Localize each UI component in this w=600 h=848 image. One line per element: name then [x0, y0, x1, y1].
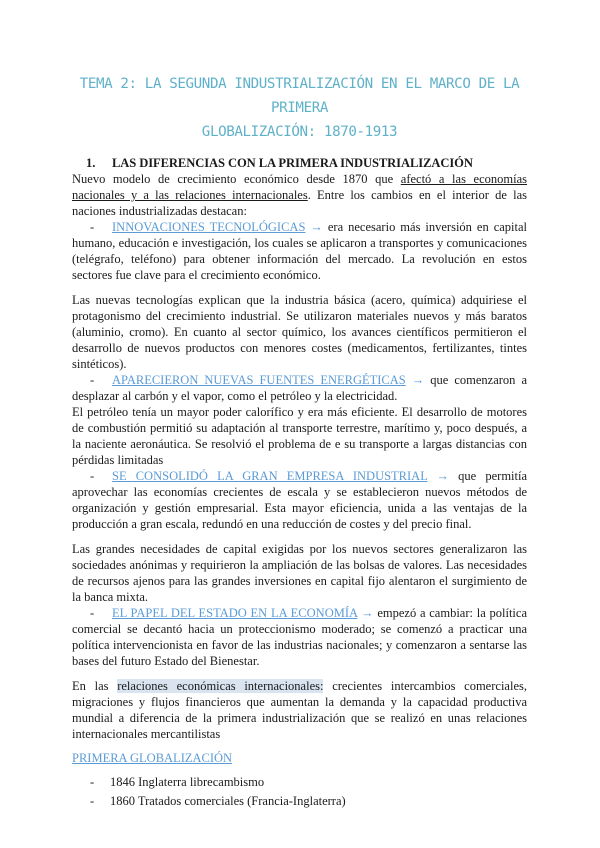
- petroleo-paragraph: El petróleo tenía un mayor poder calorífico y era más eficiente. El desarrollo de motores de combustión permitió su adaptación al transporte terrestre, marítimo y, poco después, a la naciente aeronáutica. Se resolvió el problema de e su transporte a largas distancias con pérdidas limitadas: [72, 405, 527, 467]
- arrow-icon: →: [361, 606, 374, 620]
- bullet-energias: [72, 372, 527, 404]
- list-item-text: 1860 Tratados comerciales (Francia-Inglaterra): [110, 794, 346, 808]
- title-line-1: TEMA 2: LA SEGUNDA INDUSTRIALIZACIÓN EN EL MARCO DE LA PRIMERA: [79, 76, 520, 116]
- innovaciones-label: INNOVACIONES TECNOLÓGICAS: [112, 220, 306, 234]
- bullet-innovaciones: [72, 219, 527, 283]
- bullet-dash: -: [90, 373, 95, 387]
- intro-paragraph: [72, 171, 527, 219]
- empresa-label: SE CONSOLIDÓ LA GRAN EMPRESA INDUSTRIAL: [112, 469, 428, 483]
- section-heading-text: LAS DIFERENCIAS CON LA PRIMERA INDUSTRIALIZACIÓN: [112, 156, 473, 170]
- capital-paragraph: Las grandes necesidades de capital exigidas por los nuevos sectores generalizaron las sociedades anónimas y requirieron la ampliación de las bolsas de valores. Las necesidades de recursos ajenos para las grandes inversiones en capital fijo alentaron el surgimiento de la banca mixta.: [72, 542, 527, 604]
- list-item: [90, 793, 527, 809]
- list-item-text: 1846 Inglaterra librecambismo: [110, 775, 265, 789]
- innovaciones-text: era necesario más inversión en capital humano, educación e investigación, los cuales se aplicaron a transportes y comunicaciones (telégrafo, teléfono) para obtener información del mercado. La revolución en estos sectores fue clave para el crecimiento económico.: [72, 220, 528, 282]
- relaciones-text: En las: [72, 679, 118, 693]
- energias-label: APARECIERON NUEVAS FUENTES ENERGÉTICAS: [112, 373, 406, 387]
- tecnologias-paragraph: Las nuevas tecnologías explican que la industria básica (acero, química) adquiriese el protagonismo del crecimiento industrial. Se utilizaron materiales nuevos y más baratos (aluminio, cromo). En cuanto al sector químico, los avances científicos permitieron el desarrollo de nuevos productos con menores costes (medicamentos, fertilizantes, tintes sintéticos).: [72, 293, 527, 371]
- intro-text: Nuevo modelo de crecimiento económico desde 1870 que: [72, 172, 401, 186]
- bullet-dash: -: [90, 220, 95, 234]
- section-number: 1.: [86, 156, 96, 170]
- estado-label: EL PAPEL DEL ESTADO EN LA ECONOMÍA: [112, 606, 358, 620]
- list-dash: -: [90, 794, 95, 808]
- bullet-dash: -: [90, 469, 95, 483]
- section-heading: [86, 155, 527, 171]
- list-dash: -: [90, 775, 95, 789]
- arrow-icon: →: [310, 220, 323, 234]
- empresa-text: que permitía aprovechar las economías crecientes de escala y se establecieron nuevos métodos de organización y gestión empresarial. Esta mayor eficiencia, unida a las ventajas de la producción a gran escala, redundó en una reducción de costes y del precio final.: [72, 469, 528, 531]
- energias-text: que comenzaron a desplazar al carbón y el vapor, como el petróleo y la electricidad.: [72, 373, 527, 403]
- document-title: [72, 72, 527, 144]
- arrow-icon: →: [411, 373, 425, 387]
- bullet-estado: [72, 605, 527, 669]
- arrow-icon: →: [436, 469, 450, 483]
- globalizacion-list: [72, 774, 527, 809]
- estado-text: empezó a cambiar: la política comercial se decantó hacia un proteccionismo moderado; se comenzó a practicar una política intervencionista en favor de las industrias nacionales; y comenzaron a sentarse las bases del futuro Estado del Bienestar.: [72, 606, 527, 668]
- intro-text-end: . Entre los cambios en el interior de las naciones industrializadas destacan:: [72, 188, 528, 218]
- globalizacion-heading: PRIMERA GLOBALIZACIÓN: [72, 751, 233, 765]
- title-line-2: GLOBALIZACIÓN: 1870-1913: [201, 124, 398, 140]
- relaciones-paragraph: [72, 678, 527, 742]
- bullet-empresa: [72, 468, 527, 532]
- relaciones-text-end: crecientes intercambios comerciales, migraciones y flujos financieros que aumentan la demanda y la capacidad productiva mundial a diferencia de la primera industrialización que se realizó en unas relaciones internacionales mercantilistas: [72, 679, 527, 741]
- relaciones-highlight: relaciones económicas internacionales:: [117, 679, 324, 693]
- list-item: [90, 774, 527, 790]
- bullet-dash: -: [90, 606, 95, 620]
- intro-underlined: afectó a las economías nacionales y a las relaciones internacionales: [72, 172, 528, 202]
